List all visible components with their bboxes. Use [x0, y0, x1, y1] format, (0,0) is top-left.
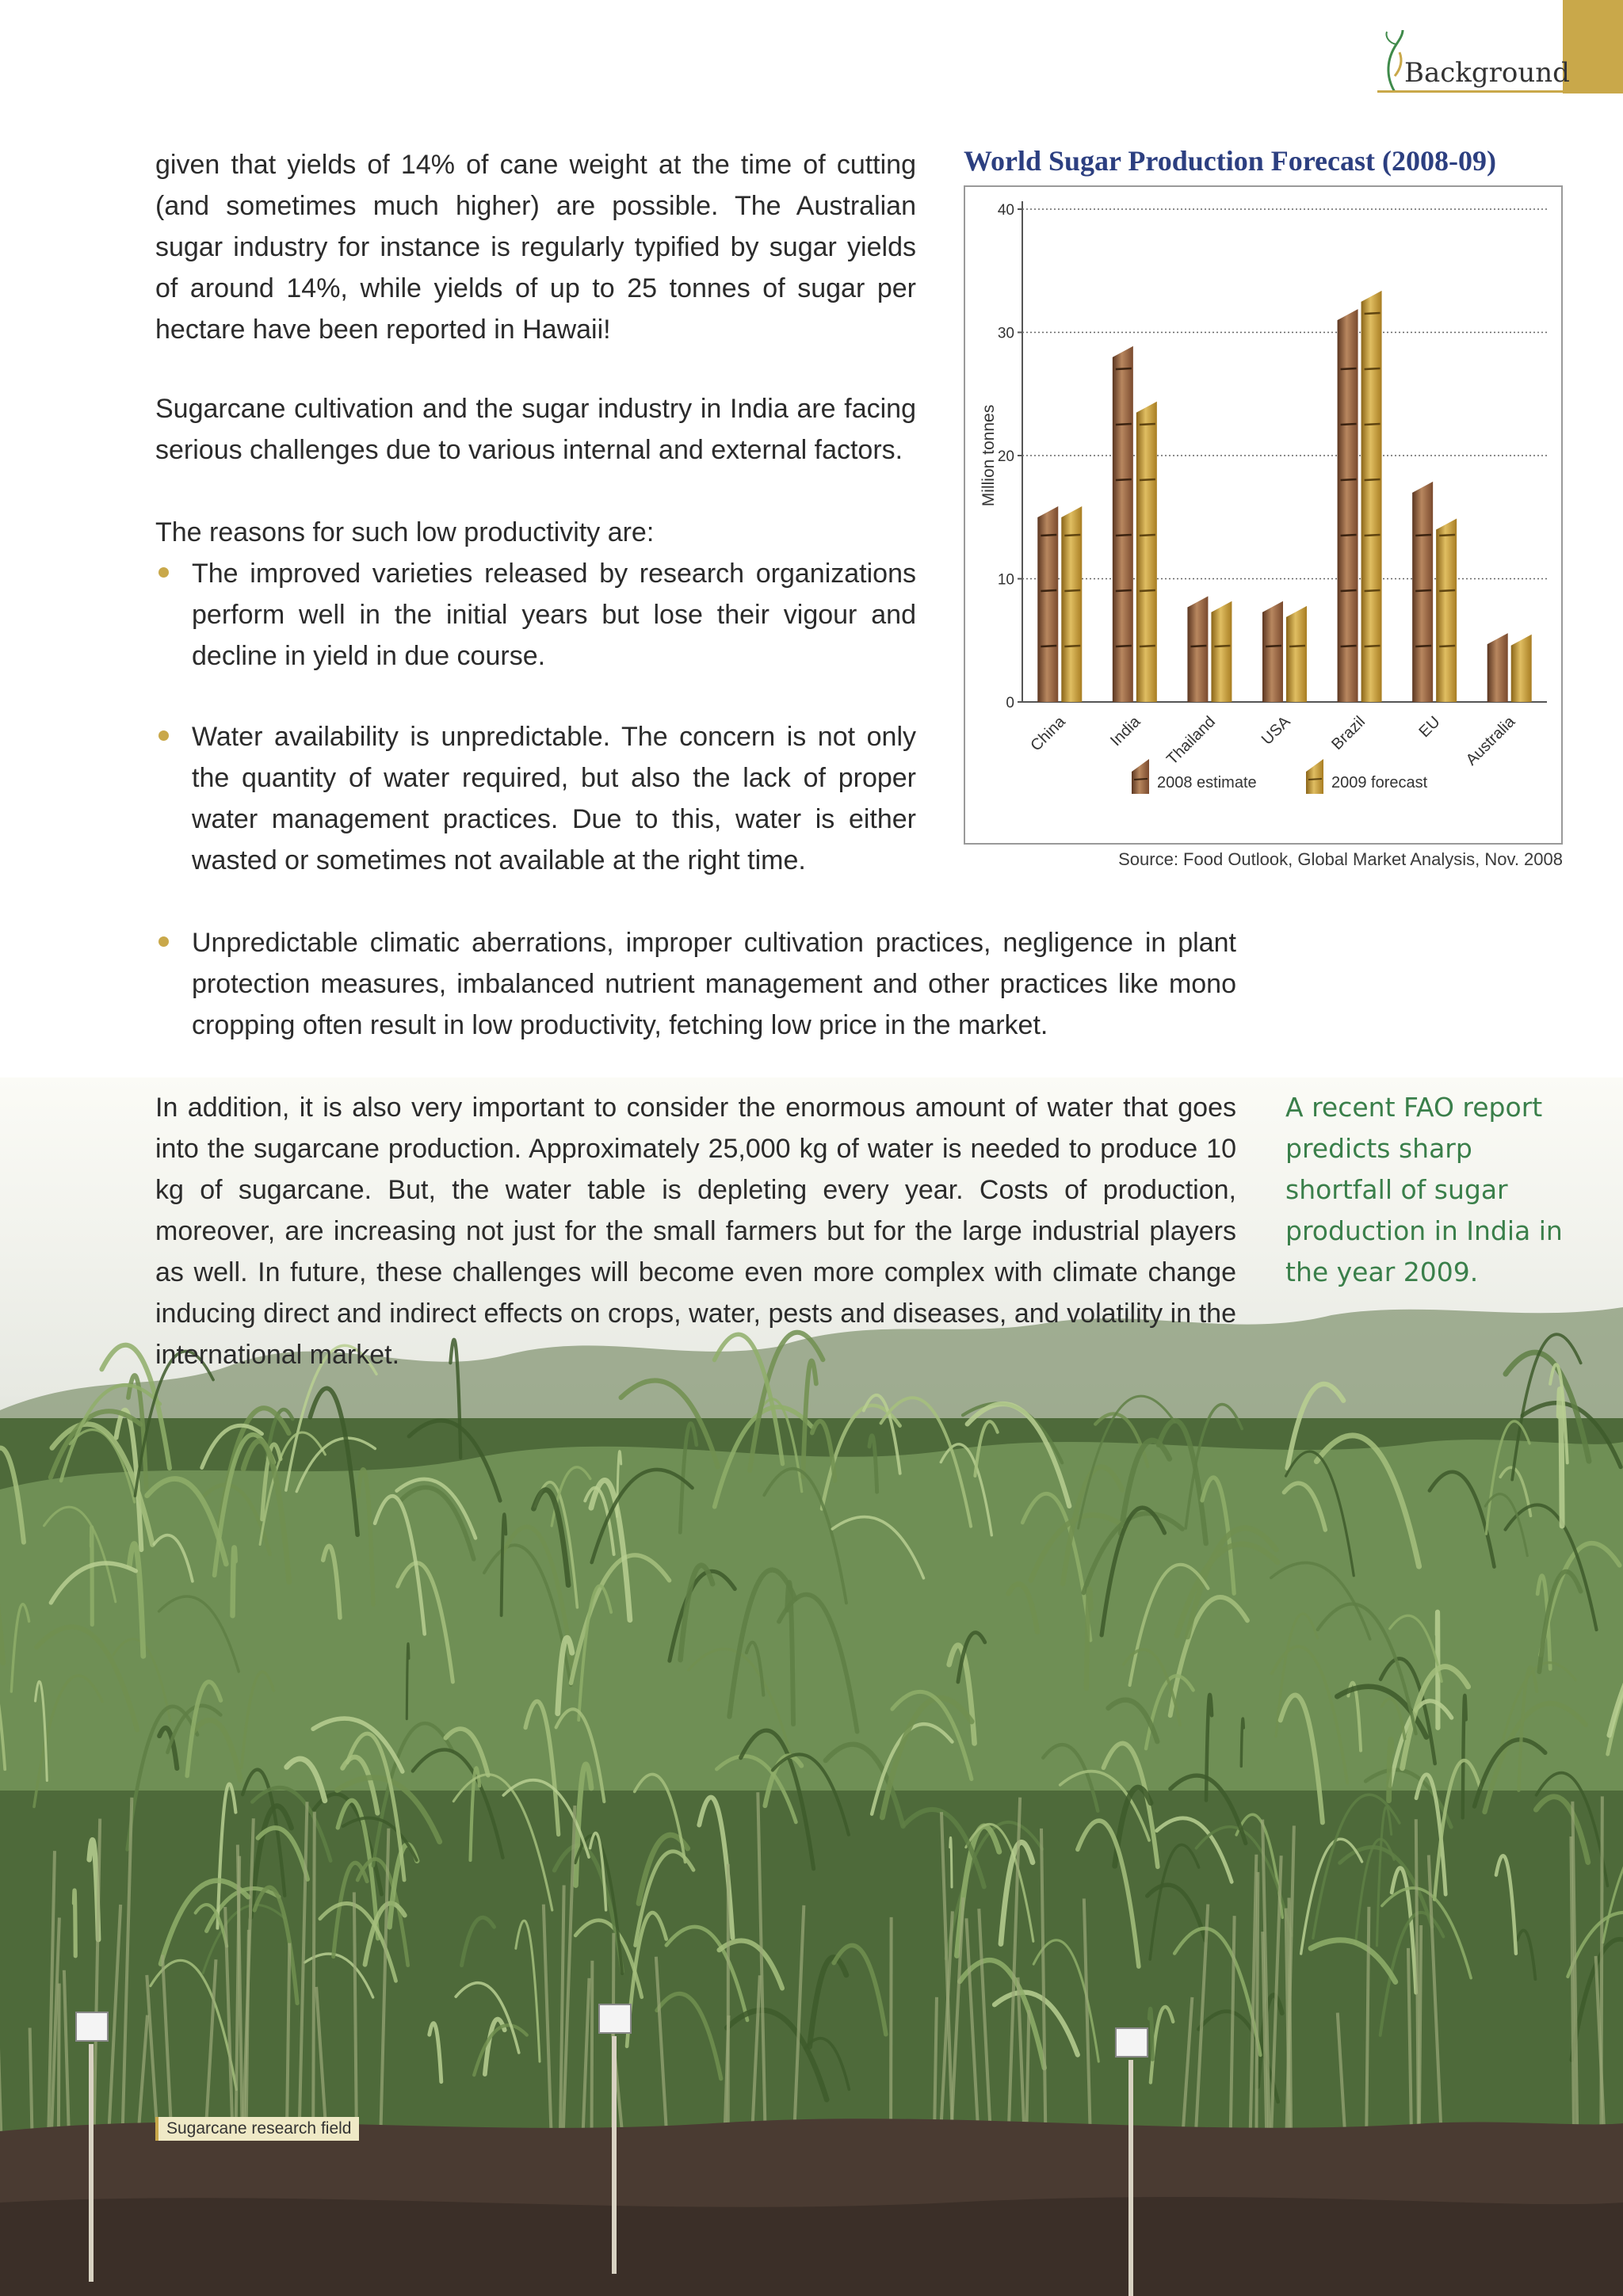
bullet-item — [155, 716, 916, 881]
photo-caption: Sugarcane research field — [155, 2117, 359, 2141]
chart-title: World Sugar Production Forecast (2008-09) — [964, 145, 1496, 177]
bar-node — [1415, 590, 1431, 591]
bar-2009-australia — [1511, 635, 1532, 702]
bar-node — [1365, 424, 1381, 425]
bar-node — [1341, 479, 1357, 480]
chart-source: Source: Food Outlook, Global Market Analysis, Nov. 2008 — [1118, 849, 1563, 869]
bar-node — [1116, 368, 1132, 369]
bar-node — [1064, 535, 1080, 536]
bar-node — [1439, 590, 1455, 591]
y-tick-label: 10 — [997, 571, 1014, 589]
y-tick-label: 40 — [997, 202, 1014, 219]
bar-node — [1041, 590, 1056, 591]
bar-node — [1365, 535, 1381, 536]
bar-node — [1365, 479, 1381, 480]
bullet-text: Water availability is unpredictable. The concern is not only the quantity of water required, but also the lack of proper water management practices. Due to this, water is either wasted or sometimes not available at the right time. — [192, 722, 916, 875]
leaf-stroke — [74, 1890, 75, 1956]
y-tick-label: 20 — [997, 448, 1014, 465]
bar-node — [1140, 479, 1155, 480]
bullet-dot-icon — [158, 730, 169, 741]
challenges-paragraph: Sugarcane cultivation and the sugar industry in India are facing serious challenges due to various internal and external factors. — [155, 394, 916, 465]
bar-node — [1341, 368, 1357, 369]
bullet-list-middle — [155, 716, 916, 881]
bullet-list-bottom — [155, 922, 1236, 1046]
legend-swatch — [1306, 759, 1323, 794]
bar-2009-india — [1136, 402, 1157, 702]
bar-node — [1365, 313, 1381, 314]
bullet-text: Unpredictable climatic aberrations, improper cultivation practices, negligence in plant protection measures, imbalanced nutrient management and other practices like mono cropping often result in low productivity, fetching low price in the market. — [192, 928, 1236, 1040]
stake-label — [599, 2004, 631, 2033]
soil-dark — [0, 2197, 1623, 2296]
bar-2008-australia — [1487, 633, 1508, 702]
bar-2009-usa — [1286, 606, 1307, 702]
x-tick-label: India — [1107, 712, 1144, 750]
x-tick-label: Brazil — [1328, 712, 1369, 753]
bar-2009-eu — [1436, 519, 1457, 702]
stake-post — [612, 2036, 617, 2274]
bullet-text: The improved varieties released by research organizations perform well in the initial years but lose their vigour and decline in yield in due course. — [192, 559, 916, 671]
bar-node — [1064, 590, 1080, 591]
bullet-item — [155, 922, 1236, 1046]
corner-tab — [1563, 0, 1623, 93]
section-label: Background — [1404, 57, 1570, 89]
bar-2008-thailand — [1187, 596, 1208, 702]
bar-node — [1140, 535, 1155, 536]
bullet-item — [155, 553, 916, 677]
bar-node — [1116, 424, 1132, 425]
x-tick-label: China — [1027, 712, 1069, 755]
bar-node — [1439, 535, 1455, 536]
bar-2008-india — [1113, 346, 1133, 702]
bar-2009-brazil — [1361, 291, 1382, 702]
legend-swatch-node — [1134, 779, 1148, 780]
bar-2008-usa — [1262, 601, 1283, 702]
water-paragraph: In addition, it is also very important to consider the enormous amount of water that goes into the sugarcane production. Approximately 25,000 kg of water is needed to produce 10 kg of sugarcane. But, the water table is depleting every year. Costs of production, moreover, are increasing not just for the small farmers but for the large industrial players as well. In future, these challenges will become even more complex with climate change inducing direct and indirect effects on crops, water, pests and diseases, and volatility in the international market. — [155, 1093, 1236, 1370]
header-rule — [1377, 90, 1563, 93]
stake-post — [89, 2044, 94, 2282]
stake-label — [76, 2012, 108, 2041]
bar-node — [1341, 424, 1357, 425]
bar-2009-thailand — [1211, 601, 1232, 702]
legend-label: 2008 estimate — [1157, 774, 1257, 791]
legend-swatch-node — [1308, 779, 1322, 780]
bar-node — [1365, 368, 1381, 369]
sugarcane-logo-icon — [1379, 29, 1406, 93]
legend-swatch — [1132, 759, 1149, 794]
bar-node — [1116, 479, 1132, 480]
bullet-dot-icon — [158, 936, 169, 947]
y-tick-label: 30 — [997, 325, 1014, 342]
bar-node — [1041, 535, 1056, 536]
leaf-stroke — [1559, 1389, 1562, 1526]
y-tick-label: 0 — [1006, 695, 1014, 711]
bar-node — [1365, 590, 1381, 591]
bar-node — [1341, 590, 1357, 591]
pullquote: A recent FAO report predicts sharp shortfall of sugar production in India in the year 2009. — [1285, 1092, 1563, 1287]
bar-node — [1140, 424, 1155, 425]
x-tick-label: EU — [1415, 712, 1444, 742]
legend-label: 2009 forecast — [1331, 774, 1428, 791]
intro-paragraph: given that yields of 14% of cane weight at the time of cutting (and sometimes much higher) are possible. The Australian sugar industry for instance is regularly typified by sugar yields of around 14%, while yields of up to 25 tonnes of sugar per hectare have been reported in Hawaii! — [155, 150, 916, 345]
stake-label — [1116, 2028, 1148, 2057]
x-tick-label: Australia — [1462, 712, 1519, 769]
bar-chart — [964, 185, 1563, 845]
bullet-list-top — [155, 553, 916, 677]
leaf-stroke — [1389, 1739, 1392, 1800]
bullet-dot-icon — [158, 567, 169, 578]
x-tick-label: USA — [1258, 712, 1294, 749]
reasons-heading: The reasons for such low productivity are: — [155, 517, 655, 547]
bar-node — [1140, 590, 1155, 591]
bar-node — [1116, 535, 1132, 536]
bar-node — [1341, 535, 1357, 536]
bar-node — [1415, 535, 1431, 536]
y-axis-label: Million tonnes — [980, 404, 998, 507]
leaf-stroke — [233, 1547, 235, 1615]
x-tick-label: Thailand — [1163, 712, 1219, 769]
leaf-stroke — [91, 1527, 92, 1625]
bar-node — [1116, 590, 1132, 591]
bar-2008-eu — [1412, 482, 1433, 702]
stake-post — [1128, 2060, 1133, 2296]
